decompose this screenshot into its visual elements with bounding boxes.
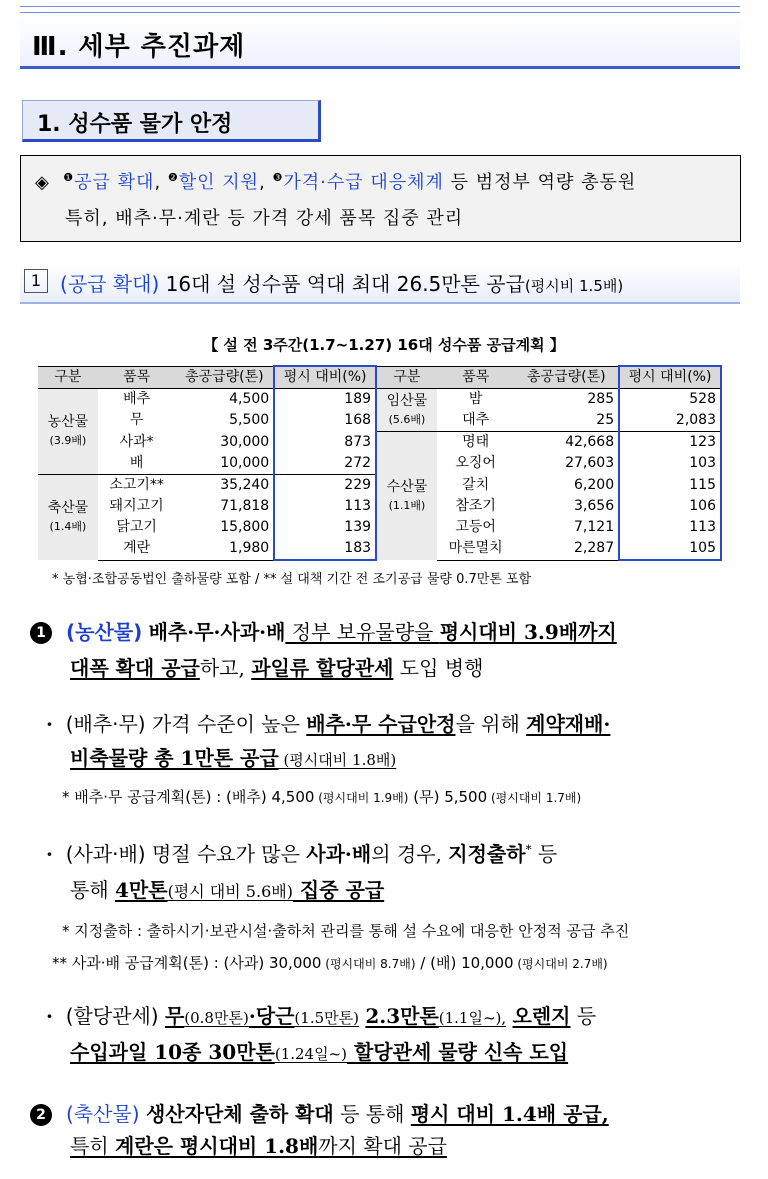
cell-pct: 2,083 <box>619 410 721 432</box>
supply-plan-table <box>38 365 722 561</box>
cell-pct: 106 <box>619 496 721 517</box>
cell-pct: 105 <box>619 538 721 560</box>
cell-item: 고등어 <box>455 519 496 535</box>
summary-item-discount: 할인 지원 <box>178 172 260 193</box>
cell-item: 배 <box>129 455 144 471</box>
header-cell: 총공급량(톤) <box>514 366 619 389</box>
para-sup: * <box>525 842 532 857</box>
cell-item: 계란 <box>98 538 176 560</box>
para-bold: 지정출하 <box>448 842 526 866</box>
header-cell: 구분 <box>376 366 437 389</box>
para-bold: 계란은 평시대비 1.8배 <box>115 1134 319 1158</box>
para-bold: 4만톤 <box>115 878 168 902</box>
para-label: (농산물) <box>66 620 143 644</box>
cell-item: 오징어 <box>455 455 496 472</box>
cell-item: 마른멸치 <box>437 538 515 560</box>
para-bold: 사과·배 <box>306 842 372 866</box>
para-apple-line2 <box>70 874 384 903</box>
cell-qty: 42,668 <box>514 432 619 454</box>
para-bold: 2.3만톤 <box>365 1004 439 1028</box>
para-bold: 평시 대비 1.4배 공급, <box>410 1102 609 1126</box>
task-small: (평시비 1.5배) <box>524 277 624 295</box>
para-bold: 집중 공급 <box>292 878 385 902</box>
cell-qty: 6,200 <box>574 476 615 493</box>
note-cabbage <box>62 786 581 807</box>
top-rule <box>20 6 740 13</box>
cell-pct: 113 <box>619 517 721 538</box>
marker-1: ❶ <box>63 171 75 184</box>
summary-item-response: 가격·수급 대응체계 <box>283 172 444 193</box>
note-text: * 배추·무 공급계획(톤) : (배추) 4,500 <box>62 788 315 806</box>
para-tariff-line1 <box>46 1000 596 1029</box>
para-small: (1.24일~) <box>274 1045 348 1063</box>
cell-item: 소고기** <box>98 475 176 497</box>
para-tariff-line2 <box>70 1036 568 1065</box>
cell-item: 돼지고기 <box>109 498 164 514</box>
group-livestock: 축산물 (1.4배) <box>38 475 98 561</box>
cell-pct: 123 <box>619 432 721 454</box>
header-cell: 품목 <box>98 366 176 389</box>
table-footnote: * 농협·조합공동법인 출하물량 포함 / ** 설 대책 기간 전 조기공급 물량 0.7만톤 포함 <box>52 572 532 587</box>
cell-item: 참조기 <box>455 498 496 514</box>
cell-item: 사과* <box>119 433 154 450</box>
cell-item: 배추 <box>123 391 151 407</box>
para-text: 도입 병행 <box>393 656 484 680</box>
summary-line-2: 특히, 배추·무·계란 등 가격 강세 품목 집중 관리 <box>65 208 464 229</box>
note-apple <box>52 952 608 973</box>
para-text: (평시대비 1.8배) <box>278 751 397 769</box>
para-text: (평시 대비 5.6배) <box>167 882 293 901</box>
cell-qty: 15,800 <box>220 519 270 535</box>
para-bold: 대폭 확대 공급 <box>70 656 200 680</box>
para-small: (0.8만톤) <box>184 1009 249 1027</box>
cell-qty: 1,980 <box>175 538 274 560</box>
para-cabbage-line1 <box>46 708 610 737</box>
cell-pct: 139 <box>274 517 376 538</box>
table-header-row <box>38 366 721 389</box>
cell-pct: 189 <box>274 389 376 411</box>
note-small: (평시대비 8.7배) <box>321 957 416 971</box>
para-bold: ·당근 <box>248 1004 295 1028</box>
para-text: 을 위해 <box>455 712 527 736</box>
cell-item: 대추 <box>462 412 490 428</box>
para-bold: 비축물량 총 1만톤 공급 <box>70 746 279 770</box>
note-text: ** 사과·배 공급계획(톤) : (사과) 30,000 <box>52 954 322 972</box>
para-cabbage-line2 <box>70 742 396 771</box>
summary-line-1: ◈ $^❶$공급 확대, $^❷$할인 지원, $^❸$가격·수급 대응체계 등 범정부 역량 총동원 <box>35 171 637 193</box>
note-small: (평시대비 2.7배) <box>513 957 608 971</box>
subsection-title: 1. 성수품 물가 안정 <box>37 112 233 137</box>
para-bold: 무 <box>164 1004 185 1028</box>
table-row <box>38 432 721 454</box>
para-label: (배추·무) <box>65 712 146 736</box>
cell-pct: 229 <box>274 475 376 497</box>
para-bold: 수입과일 10종 30만톤 <box>70 1040 275 1064</box>
task-header <box>20 262 740 304</box>
group-fishery: 수산물 (1.1배) <box>376 432 437 561</box>
para-text: 가격 수준이 높은 <box>145 712 307 736</box>
header-cell: 평시 대비(%) <box>619 366 721 389</box>
para-text: 등 <box>570 1004 597 1028</box>
cell-pct: 873 <box>274 432 376 454</box>
cell-qty: 7,121 <box>574 519 615 535</box>
para-label: (사과·배) <box>65 842 146 866</box>
para-bold: 배추·무 수급안정 <box>306 712 456 736</box>
para-text: 등 통해 <box>333 1102 411 1126</box>
para-text: 등 <box>531 842 558 866</box>
note-designated: * 지정출하 : 출하시기·보관시설·출하처 관리를 통해 설 수요에 대응한 안정적 공급 추진 <box>62 922 630 940</box>
marker-2-icon: 2 <box>30 1104 52 1126</box>
group-forest: 임산물 (5.6배) <box>376 389 437 432</box>
summary-item-supply: 공급 확대 <box>74 172 155 193</box>
diamond-bullet-icon: ◈ <box>35 172 50 193</box>
cell-item: 갈치 <box>462 476 490 493</box>
cell-qty: 30,000 <box>220 433 270 450</box>
para-text: 특히 <box>70 1134 115 1158</box>
cell-qty: 71,818 <box>220 498 270 514</box>
note-small: (평시대비 1.7배) <box>487 791 582 805</box>
para-livestock-line1 <box>30 1098 609 1127</box>
header-cell: 품목 <box>437 366 515 389</box>
summary-box <box>20 155 741 242</box>
cell-pct: 183 <box>274 538 376 560</box>
para-small: (1.1일~), <box>438 1009 507 1027</box>
para-bold: 과일류 할당관세 <box>251 656 394 680</box>
cell-qty: 285 <box>587 391 615 407</box>
cell-item: 명태 <box>437 432 515 454</box>
task-number-box: 1 <box>24 269 48 293</box>
cell-pct: 272 <box>274 453 376 475</box>
cell-qty: 27,603 <box>565 455 615 472</box>
cell-qty: 4,500 <box>229 391 270 407</box>
bullet-dot: · <box>46 712 53 736</box>
marker-3: ❸ <box>272 171 284 184</box>
para-text: 하고, <box>199 656 252 680</box>
para-bold: 평시대비 3.9배까지 <box>439 620 617 644</box>
header-cell: 구분 <box>38 366 98 389</box>
para-text: 의 경우, <box>371 842 449 866</box>
para-small: (1.5만톤) <box>294 1009 359 1027</box>
cell-pct: 528 <box>619 389 721 411</box>
note-text: (무) 5,500 <box>408 788 488 806</box>
cell-qty: 25 <box>596 412 615 428</box>
para-bold: 배추·무·사과·배 <box>148 620 286 644</box>
section-header <box>20 16 740 69</box>
group-agri: 농산물 (3.9배) <box>38 389 98 475</box>
cell-qty: 5,500 <box>229 412 270 429</box>
para-text: 명절 수요가 많은 <box>145 842 307 866</box>
cell-item: 무 <box>129 412 144 429</box>
para-bold: 할당관세 물량 신속 도입 <box>347 1040 569 1064</box>
para-bold: 계약재배· <box>526 712 611 736</box>
para-text: 까지 확대 공급 <box>318 1134 447 1158</box>
bullet-dot: · <box>46 1004 53 1028</box>
summary-rest: 등 범정부 역량 총동원 <box>443 172 637 193</box>
subsection-header <box>22 100 321 142</box>
note-small: (평시대비 1.9배) <box>314 791 409 805</box>
cell-qty: 2,287 <box>514 538 619 560</box>
cell-qty: 10,000 <box>220 455 270 471</box>
note-text: / (배) 10,000 <box>415 954 514 972</box>
cell-pct: 103 <box>619 453 721 475</box>
para-label: (축산물) <box>66 1102 140 1126</box>
task-text: 16대 설 성수품 역대 최대 26.5만톤 공급 <box>159 272 525 296</box>
marker-2: ❷ <box>167 171 179 184</box>
cell-pct: 168 <box>274 410 376 432</box>
cell-qty: 35,240 <box>175 475 274 497</box>
para-bold: 오렌지 <box>512 1004 571 1028</box>
para-apple-line1 <box>46 838 557 867</box>
task-label: 공급 확대 <box>67 272 152 296</box>
table-row <box>38 389 721 411</box>
para-bold: 생산자단체 출하 확대 <box>145 1102 334 1126</box>
marker-1-icon: 1 <box>30 622 52 644</box>
header-cell: 총공급량(톤) <box>175 366 274 389</box>
para-text: 정부 보유물량을 <box>285 620 440 644</box>
section-title: Ⅲ. 세부 추진과제 <box>32 32 246 62</box>
para-agri-line2 <box>70 652 483 681</box>
bullet-dot: · <box>46 842 53 866</box>
cell-item: 닭고기 <box>116 519 157 535</box>
task-title: (공급 확대) 16대 설 성수품 역대 최대 26.5만톤 공급(평시비 1.5배) <box>60 272 624 296</box>
header-cell: 평시 대비(%) <box>274 366 376 389</box>
cell-pct: 113 <box>274 496 376 517</box>
para-label: (할당관세) <box>65 1004 159 1028</box>
cell-pct: 115 <box>619 475 721 497</box>
para-agri-line1 <box>30 616 617 645</box>
para-text: 통해 <box>70 878 115 902</box>
cell-item: 밤 <box>468 391 483 407</box>
para-livestock-line2 <box>70 1130 447 1159</box>
table-title: 【 설 전 3주간(1.7~1.27) 16대 성수품 공급계획 】 <box>203 336 565 354</box>
cell-qty: 3,656 <box>574 498 615 514</box>
